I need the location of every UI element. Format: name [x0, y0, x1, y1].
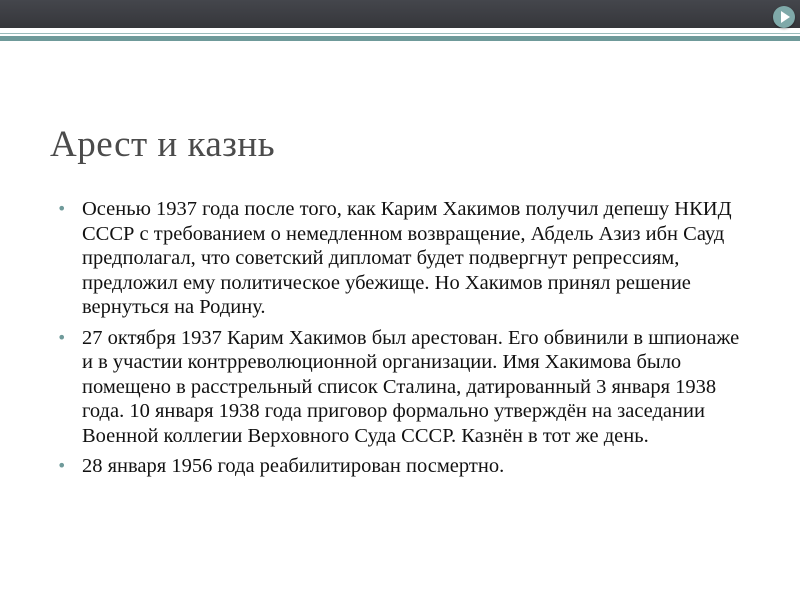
bullet-text: Осенью 1937 года после того, как Карим Хакимов получил депешу НКИД СССР с требованием о немедленном возвращение, Абдель Азиз ибн Сауд предполагал, что советский дипломат будет подвергнут репрессиям, предложил ему политическое убежище. Но Хакимов принял решение вернуться на Родину. [82, 198, 732, 318]
bullet-item [57, 197, 747, 320]
bullet-text: 28 января 1956 года реабилитирован посмертно. [82, 455, 505, 477]
slide-title: Арест и казнь [50, 124, 276, 165]
accent-divider-thin [0, 33, 800, 34]
play-arrow-icon[interactable] [773, 6, 795, 28]
bullet-text: 27 октября 1937 Карим Хакимов был арестован. Его обвинили в шпионаже и в участии контрреволюционной организации. Имя Хакимова было помещено в расстрельный список Сталина, датированный 3 января 1938 года. 10 января 1938 года приговор формально утверждён на заседании Военной коллегии Верховного Суда СССР. Казнён в тот же день. [82, 326, 740, 447]
bullet-dot-icon: • [57, 199, 67, 218]
bullet-dot-icon: • [57, 456, 67, 475]
bullet-item [57, 454, 747, 479]
top-banner [0, 0, 800, 28]
bullet-item [57, 326, 747, 449]
bullet-dot-icon: • [57, 327, 67, 347]
accent-divider [0, 36, 800, 41]
bullet-list [57, 197, 747, 485]
